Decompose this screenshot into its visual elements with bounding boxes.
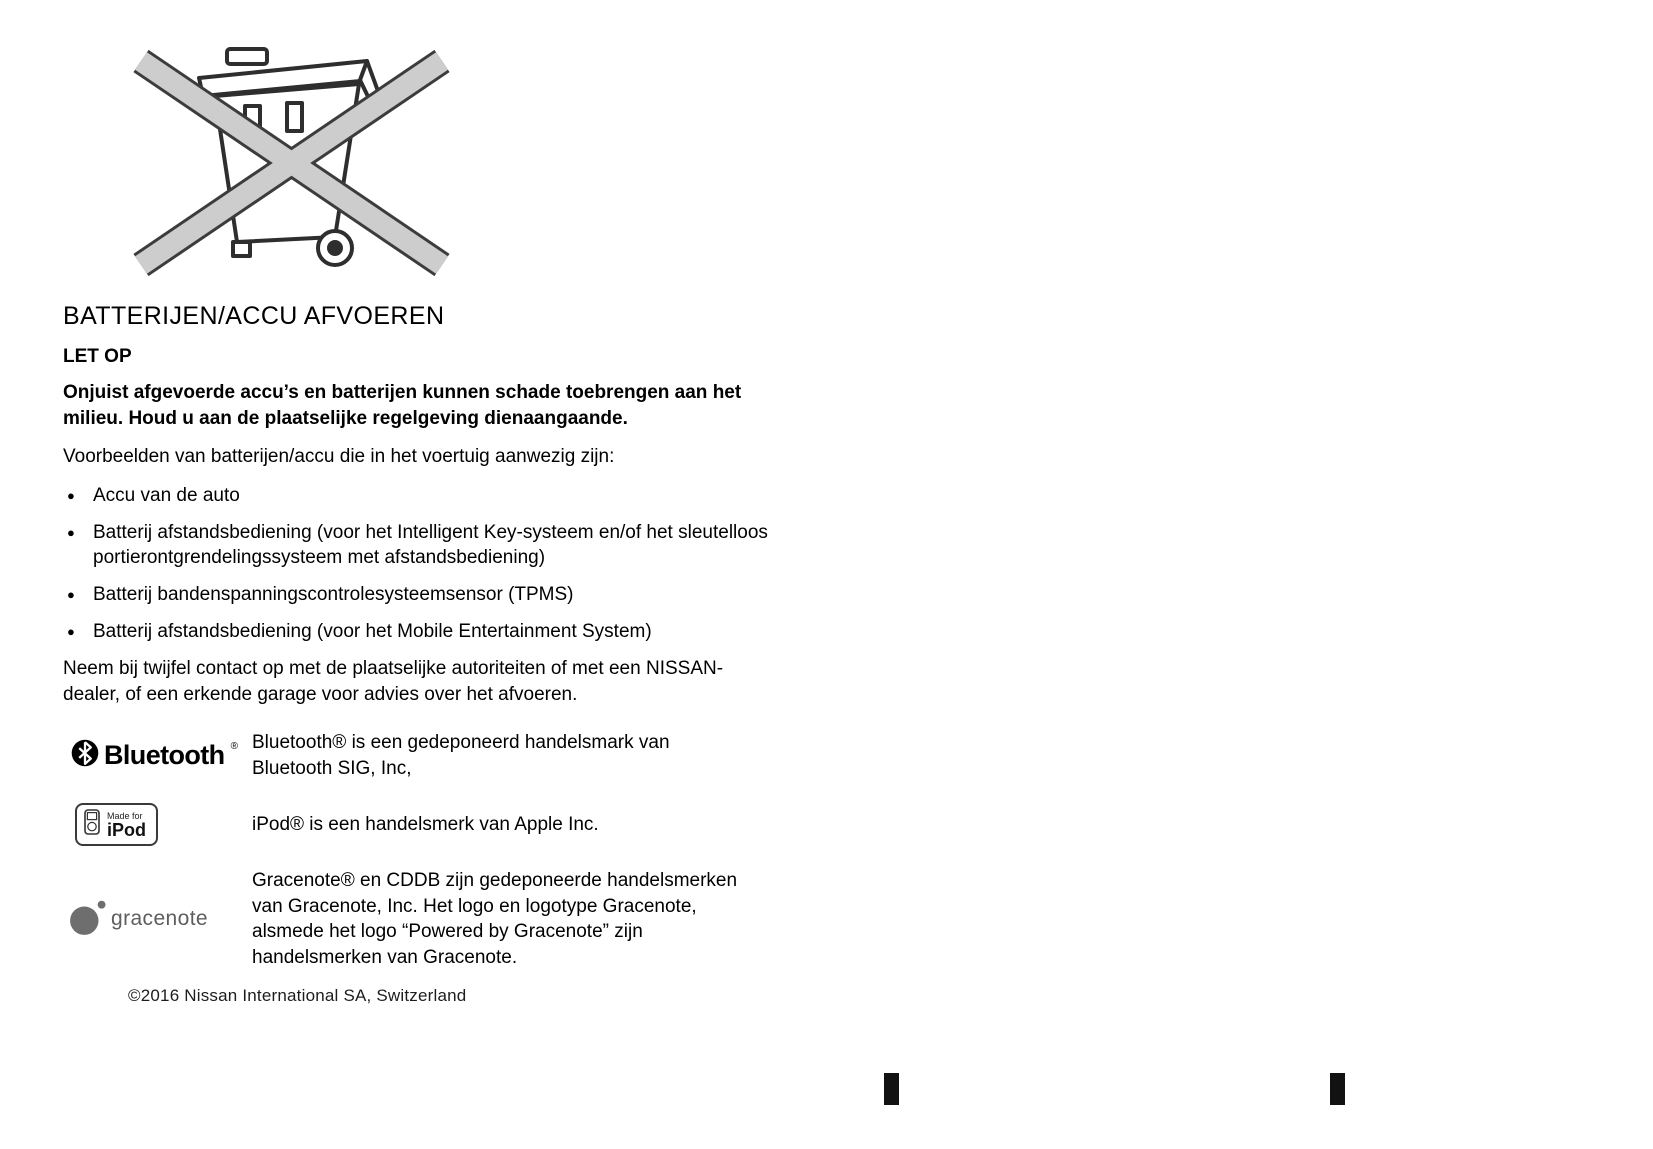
trademark-row-gracenote <box>63 868 769 970</box>
page-content <box>63 0 769 1006</box>
list-item: ● Accu van de auto <box>63 483 769 508</box>
list-item: ● Batterij afstandsbediening (voor het Mobile Entertainment System) <box>63 619 769 644</box>
print-mark <box>884 1073 899 1105</box>
print-mark <box>1330 1073 1345 1105</box>
crossed-out-wheelie-bin-icon <box>129 45 454 280</box>
made-for-label: Made for <box>107 810 143 821</box>
gracenote-wordmark: gracenote <box>111 907 209 930</box>
trademark-row-bluetooth <box>63 730 769 781</box>
bluetooth-wordmark: Bluetooth <box>104 740 225 770</box>
ipod-icon <box>84 809 100 840</box>
list-item: ● Batterij bandenspanningscontrolesysteemsensor (TPMS) <box>63 582 769 607</box>
bluetooth-logo <box>63 739 252 772</box>
trademark-text: Bluetooth® is een gedeponeerd handelsmark van Bluetooth SIG, Inc, <box>252 732 670 779</box>
trademark-text: Gracenote® en CDDB zijn gedeponeerde handelsmerken van Gracenote, Inc. Het logo en logotype Gracenote, alsmede het logo “Powered by Gracenote” zijn handelsmerken van Gracenote. <box>252 870 738 968</box>
examples-intro: Voorbeelden van batterijen/accu die in het voertuig aanwezig zijn: <box>63 446 615 467</box>
registered-mark: ® <box>230 741 238 752</box>
gracenote-icon <box>67 896 109 943</box>
caution-text: Onjuist afgevoerde accu’s en batterijen kunnen schade toebrengen aan het milieu. Houd u aan de plaatselijke regelgeving dienaangaande. <box>63 382 742 429</box>
list-item: ● Batterij afstandsbediening (voor het Intelligent Key-systeem en/of het sleutelloos portierontgrendelingssysteem met afstandsbediening) <box>63 520 769 570</box>
contact-note: Neem bij twijfel contact op met de plaatselijke autoriteiten of met een NISSAN-dealer, of een erkende garage voor advies over het afvoeren. <box>63 658 724 705</box>
section-heading: BATTERIJEN/ACCU AFVOEREN <box>63 302 445 330</box>
ipod-wordmark: iPod <box>107 819 146 840</box>
trademark-row-ipod <box>63 803 769 846</box>
made-for-ipod-badge <box>63 803 252 846</box>
trademark-text: iPod® is een handelsmerk van Apple Inc. <box>252 813 599 835</box>
bluetooth-rune-icon <box>71 739 99 772</box>
caution-label: LET OP <box>63 346 132 367</box>
gracenote-logo <box>63 896 252 943</box>
battery-list <box>63 483 769 644</box>
copyright-line: ©2016 Nissan International SA, Switzerland <box>128 986 467 1005</box>
